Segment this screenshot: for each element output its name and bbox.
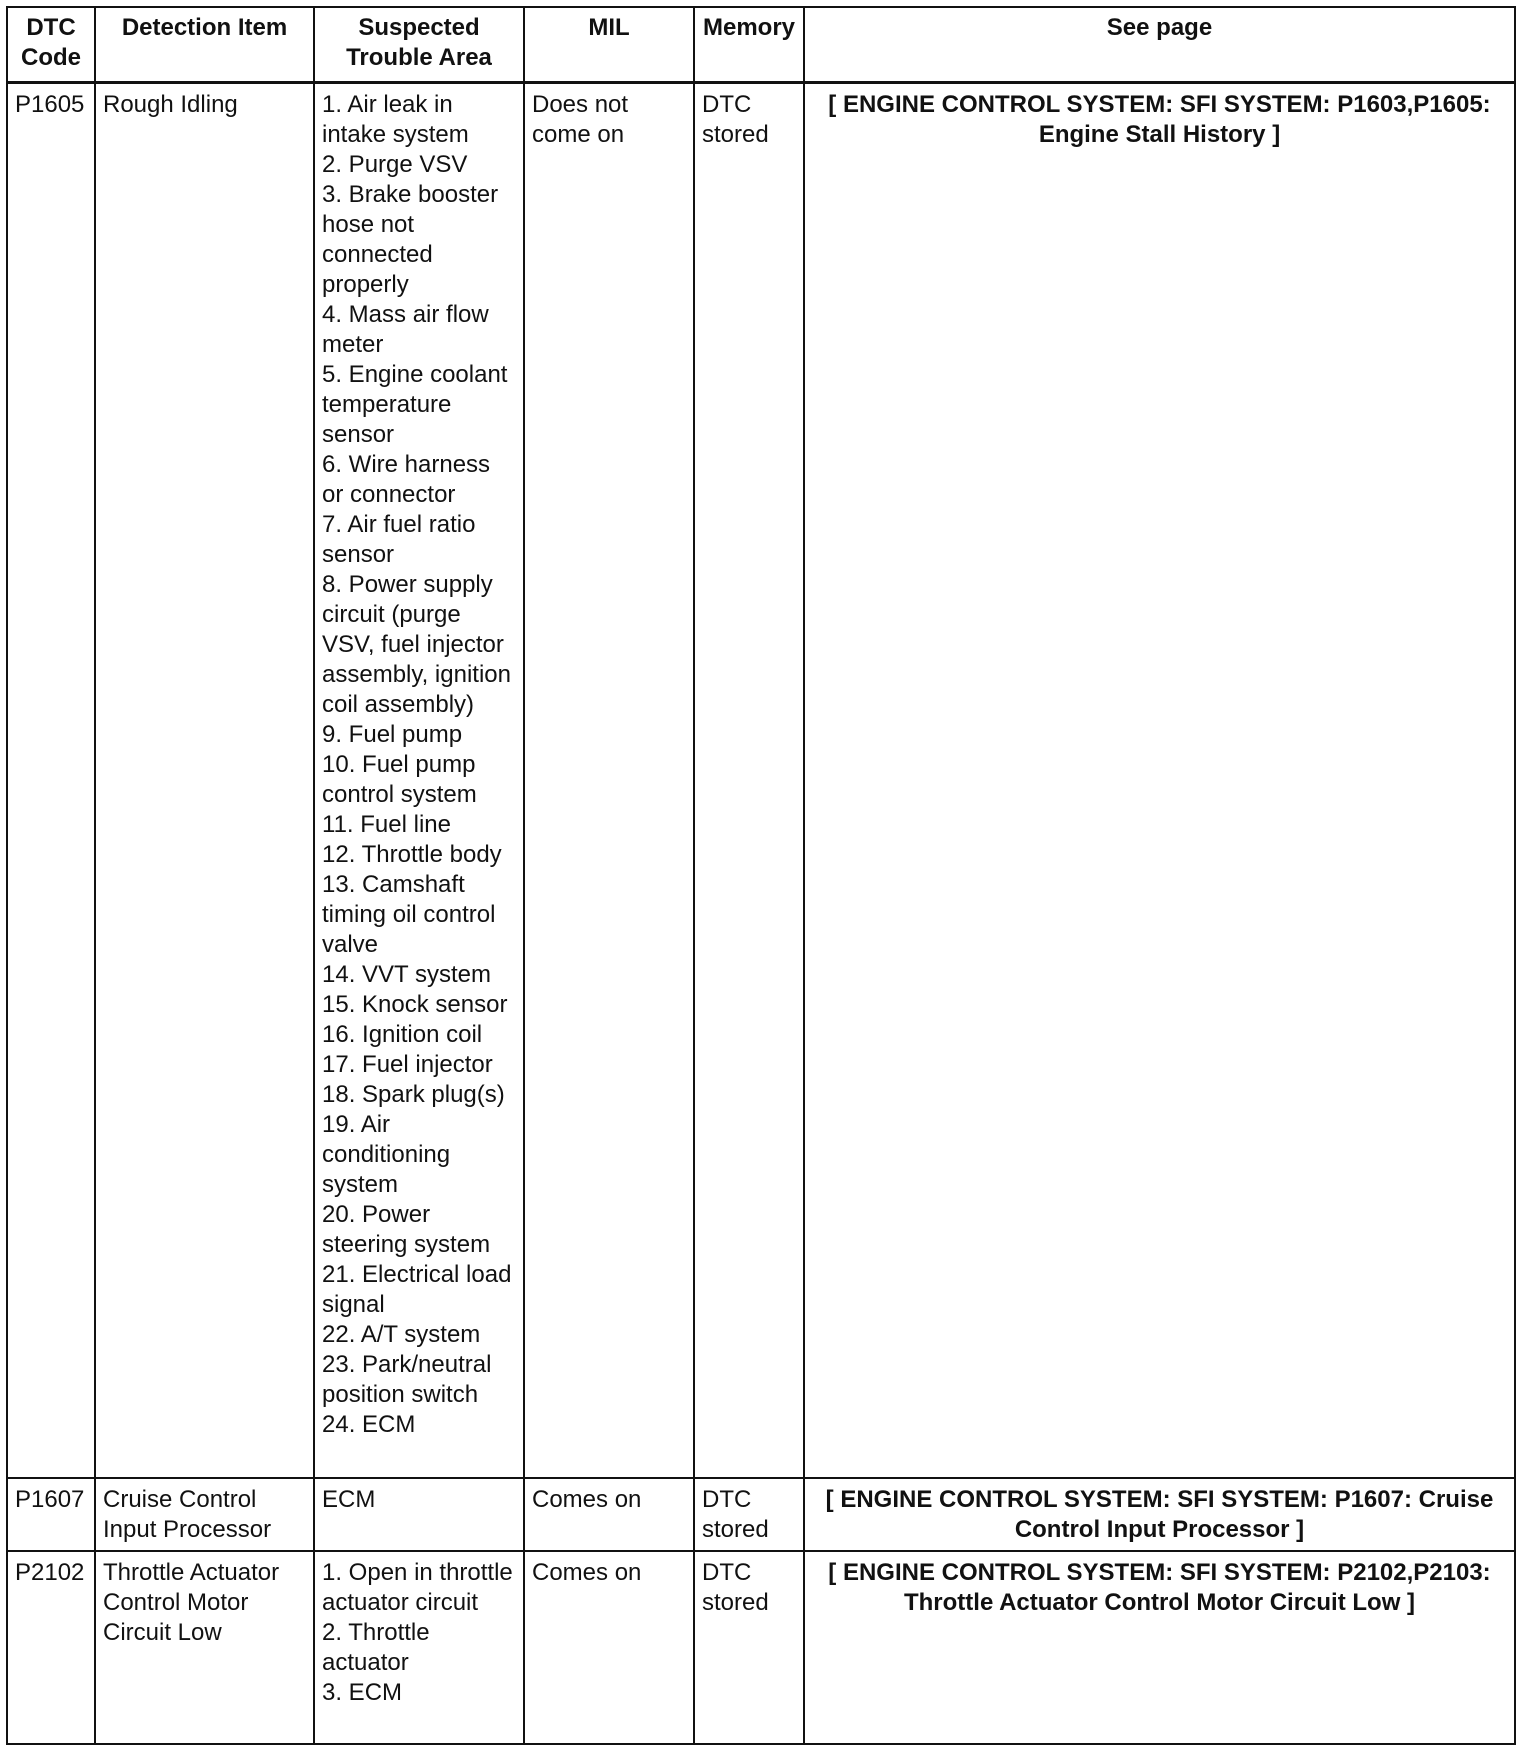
trouble-area-item: 2. Purge VSV [322, 151, 468, 178]
dtc-code-cell: P1605 [7, 83, 95, 1478]
trouble-area-item: 19. Air conditioning system [322, 1111, 451, 1198]
table-row [7, 1478, 1515, 1551]
trouble-area-item: 20. Power steering system [322, 1201, 491, 1258]
trouble-area-item: 14. VVT system [322, 961, 491, 988]
see-page-link[interactable]: [ ENGINE CONTROL SYSTEM: SFI SYSTEM: P2102,P2103: Throttle Actuator Control Motor Circuit Low ] [804, 1551, 1515, 1744]
trouble-area-item: 15. Knock sensor [322, 991, 508, 1018]
see-page-link[interactable]: [ ENGINE CONTROL SYSTEM: SFI SYSTEM: P1603,P1605: Engine Stall History ] [804, 83, 1515, 1478]
table-row [7, 1551, 1515, 1744]
header-memory: Memory [694, 7, 804, 83]
trouble-area-item: 24. ECM [322, 1411, 416, 1438]
header-detection-item: Detection Item [95, 7, 314, 83]
trouble-area-item: 16. Ignition coil [322, 1021, 483, 1048]
trouble-area-item: 5. Engine coolant temperature sensor [322, 361, 508, 448]
memory-cell: DTC stored [694, 83, 804, 1478]
header-dtc-code: DTC Code [7, 7, 95, 83]
see-page-link[interactable]: [ ENGINE CONTROL SYSTEM: SFI SYSTEM: P1607: Cruise Control Input Processor ] [804, 1478, 1515, 1551]
trouble-area-item: 2. Throttle actuator [322, 1618, 430, 1676]
table-body [7, 83, 1515, 1744]
trouble-area-item: 6. Wire harness or connector [322, 451, 491, 508]
trouble-area-item: 9. Fuel pump [322, 721, 463, 748]
trouble-area-item: 23. Park/neutral position switch [322, 1351, 492, 1408]
mil-cell: Comes on [524, 1551, 694, 1744]
mil-cell: Does not come on [524, 83, 694, 1478]
trouble-area-item: 3. ECM [322, 1678, 403, 1706]
trouble-area-item: 1. Open in throttle actuator circuit [322, 1558, 513, 1616]
trouble-area-item: ECM [322, 1485, 376, 1513]
table-header [7, 7, 1515, 83]
memory-cell: DTC stored [694, 1478, 804, 1551]
trouble-area-item: 4. Mass air flow meter [322, 301, 489, 358]
dtc-code-cell: P2102 [7, 1551, 95, 1744]
trouble-area-item: 11. Fuel line [322, 811, 451, 838]
trouble-area-item: 10. Fuel pump control system [322, 751, 477, 808]
memory-cell: DTC stored [694, 1551, 804, 1744]
table-row [7, 83, 1515, 1478]
header-see-page: See page [804, 7, 1515, 83]
trouble-area-cell [314, 1551, 524, 1744]
detection-item-cell: Throttle Actuator Control Motor Circuit Low [95, 1551, 314, 1744]
trouble-area-item: 13. Camshaft timing oil control valve [322, 871, 496, 958]
trouble-area-item: 17. Fuel injector [322, 1051, 493, 1078]
trouble-area-cell [314, 83, 524, 1478]
trouble-area-item: 1. Air leak in intake system [322, 91, 469, 148]
trouble-area-cell [314, 1478, 524, 1551]
trouble-area-item: 8. Power supply circuit (purge VSV, fuel injector assembly, ignition coil assembly) [322, 571, 511, 718]
mil-cell: Comes on [524, 1478, 694, 1551]
detection-item-cell: Rough Idling [95, 83, 314, 1478]
header-suspected-trouble-area: Suspected Trouble Area [314, 7, 524, 83]
trouble-area-item: 18. Spark plug(s) [322, 1081, 505, 1108]
dtc-code-cell: P1607 [7, 1478, 95, 1551]
trouble-area-item: 12. Throttle body [322, 841, 502, 868]
trouble-area-item: 7. Air fuel ratio sensor [322, 511, 476, 568]
trouble-area-item: 22. A/T system [322, 1321, 481, 1348]
trouble-area-item: 21. Electrical load signal [322, 1261, 512, 1318]
header-mil: MIL [524, 7, 694, 83]
detection-item-cell: Cruise Control Input Processor [95, 1478, 314, 1551]
header-row [7, 7, 1515, 83]
dtc-table [6, 6, 1516, 1745]
trouble-area-item: 3. Brake booster hose not connected properly [322, 181, 499, 298]
